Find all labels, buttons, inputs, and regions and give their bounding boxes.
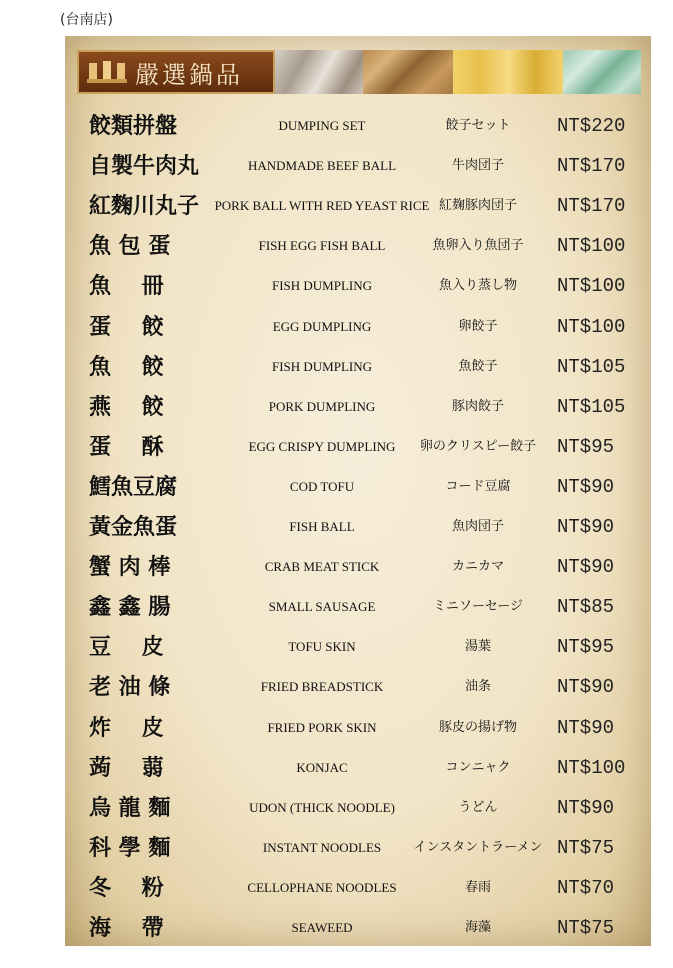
menu-item-japanese-name: 卵餃子 — [458, 318, 498, 334]
menu-item-japanese-name: 牛肉団子 — [451, 158, 504, 174]
menu-item-price: NT$100 — [557, 235, 626, 258]
menu-item-english-name: FISH EGG FISH BALL — [258, 238, 386, 254]
menu-item-row — [65, 186, 651, 226]
menu-item-japanese-name: ミニソーセージ — [433, 599, 523, 615]
menu-item-japanese-name: 魚餃子 — [458, 358, 498, 374]
menu-item-english-name: FRIED BREADSTICK — [260, 679, 384, 695]
menu-item-price: NT$90 — [557, 556, 615, 579]
menu-item-chinese-name: 老 油 條 — [89, 674, 171, 701]
menu-item-english-name: UDON (THICK NOODLE) — [249, 799, 395, 815]
menu-item-price: NT$90 — [557, 676, 615, 699]
menu-item-chinese-name: 黃金魚蛋 — [89, 514, 178, 540]
menu-item-row — [65, 507, 651, 547]
menu-item-row — [65, 627, 651, 667]
menu-item-chinese-name: 魚 冊 — [89, 273, 164, 300]
menu-item-chinese-name: 海 帶 — [89, 915, 164, 941]
menu-item-row — [65, 307, 651, 347]
menu-item-chinese-name: 鱈魚豆腐 — [89, 473, 178, 500]
menu-item-price: NT$95 — [557, 435, 615, 458]
banner-title-box — [77, 50, 275, 94]
menu-item-english-name: CELLOPHANE NOODLES — [247, 879, 397, 895]
menu-item-price: NT$90 — [557, 475, 615, 498]
fish-balls-photo — [275, 50, 363, 94]
menu-item-japanese-name: インスタントラーメン — [413, 839, 543, 855]
menu-item-row — [65, 427, 651, 467]
menu-item-chinese-name: 紅麴川丸子 — [89, 193, 200, 220]
menu-item-japanese-name: コード豆腐 — [445, 478, 511, 494]
menu-item-japanese-name: 魚肉団子 — [451, 519, 504, 534]
menu-item-price: NT$170 — [557, 195, 626, 218]
store-label: (台南店) — [60, 12, 113, 28]
menu-item-english-name: FISH DUMPLING — [271, 278, 373, 294]
menu-item-price: NT$75 — [557, 917, 615, 939]
menu-item-price: NT$90 — [557, 796, 615, 819]
menu-item-chinese-name: 蟹 肉 棒 — [89, 554, 171, 581]
menu-item-english-name: CRAB MEAT STICK — [264, 559, 380, 575]
menu-item-english-name: COD TOFU — [289, 478, 355, 494]
hotpot-logo-icon — [85, 57, 129, 87]
menu-item-row — [65, 266, 651, 306]
menu-item-price: NT$70 — [557, 876, 615, 899]
menu-item-chinese-name: 餃類拼盤 — [89, 113, 178, 139]
menu-item-chinese-name: 炸 皮 — [89, 714, 164, 741]
menu-item-japanese-name: 卵のクリスピー餃子 — [419, 438, 537, 454]
menu-item-price: NT$95 — [557, 636, 615, 659]
menu-item-japanese-name: 海藻 — [464, 920, 491, 935]
menu-item-price: NT$105 — [557, 355, 626, 378]
menu-item-japanese-name: 湯葉 — [464, 639, 491, 655]
menu-item-japanese-name: 豚皮の揚げ物 — [438, 719, 517, 735]
menu-item-japanese-name: 魚卵入り魚団子 — [432, 238, 524, 254]
menu-item-row — [65, 868, 651, 908]
menu-item-row — [65, 908, 651, 946]
menu-item-english-name: SMALL SAUSAGE — [268, 599, 376, 615]
menu-item-price: NT$90 — [557, 516, 615, 538]
menu-item-chinese-name: 魚 包 蛋 — [89, 233, 171, 260]
menu-item-row — [65, 226, 651, 266]
menu-item-row — [65, 587, 651, 627]
menu-item-english-name: TOFU SKIN — [288, 639, 356, 655]
menu-item-english-name: FISH BALL — [289, 519, 355, 534]
menu-item-row — [65, 387, 651, 427]
menu-item-row — [65, 106, 651, 146]
menu-item-chinese-name: 蒟 蒻 — [89, 754, 164, 781]
menu-item-chinese-name: 烏 龍 麵 — [89, 794, 171, 821]
menu-item-english-name: EGG DUMPLING — [272, 318, 372, 334]
menu-item-row — [65, 748, 651, 788]
menu-item-japanese-name: 春雨 — [464, 879, 491, 895]
menu-item-chinese-name: 豆 皮 — [89, 634, 164, 661]
menu-item-price: NT$100 — [557, 756, 626, 779]
menu-item-japanese-name: 豚肉餃子 — [451, 398, 504, 414]
menu-item-row — [65, 467, 651, 507]
menu-item-price: NT$90 — [557, 716, 615, 739]
menu-item-chinese-name: 科 學 麵 — [89, 834, 171, 861]
tofu-skin-photo — [453, 50, 563, 94]
menu-item-english-name: FISH DUMPLING — [271, 358, 373, 374]
menu-item-row — [65, 347, 651, 387]
menu-item-row — [65, 146, 651, 186]
menu-item-japanese-name: うどん — [458, 799, 498, 815]
menu-item-price: NT$75 — [557, 836, 615, 859]
menu-item-chinese-name: 自製牛肉丸 — [89, 153, 200, 180]
menu-item-japanese-name: コンニャク — [445, 759, 511, 775]
menu-item-row — [65, 788, 651, 828]
menu-board — [65, 36, 651, 946]
vegetable-photo — [563, 50, 641, 94]
menu-item-price: NT$100 — [557, 275, 626, 298]
menu-item-english-name: FRIED PORK SKIN — [267, 719, 377, 735]
menu-item-chinese-name: 冬 粉 — [89, 874, 164, 901]
menu-item-japanese-name: 魚入り蒸し物 — [438, 278, 517, 294]
menu-item-price: NT$105 — [557, 395, 626, 418]
menu-item-english-name: EGG CRISPY DUMPLING — [248, 438, 396, 454]
menu-item-english-name: HANDMADE BEEF BALL — [247, 158, 397, 174]
menu-item-japanese-name: 餃子セット — [445, 118, 511, 133]
menu-item-english-name: INSTANT NOODLES — [262, 839, 382, 855]
fried-tofu-photo — [363, 50, 453, 94]
menu-item-english-name: PORK BALL WITH RED YEAST RICE — [214, 198, 430, 214]
menu-item-english-name: KONJAC — [296, 759, 348, 775]
menu-item-japanese-name: 紅麹豚肉団子 — [438, 198, 517, 214]
menu-item-price: NT$100 — [557, 315, 626, 338]
menu-item-japanese-name: 油条 — [464, 679, 491, 695]
menu-item-row — [65, 667, 651, 707]
menu-item-chinese-name: 鑫 鑫 腸 — [89, 594, 171, 621]
menu-item-english-name: PORK DUMPLING — [268, 398, 376, 414]
menu-item-japanese-name: カニカマ — [451, 559, 504, 575]
menu-item-row — [65, 708, 651, 748]
menu-item-chinese-name: 蛋 酥 — [89, 433, 164, 460]
menu-item-chinese-name: 燕 餃 — [89, 393, 164, 420]
menu-banner — [77, 50, 641, 94]
menu-item-chinese-name: 魚 餃 — [89, 353, 164, 380]
menu-title: 嚴選鍋品 — [135, 60, 243, 89]
menu-item-english-name: SEAWEED — [291, 920, 353, 935]
menu-item-price: NT$220 — [557, 115, 626, 137]
menu-item-row — [65, 547, 651, 587]
menu-item-price: NT$85 — [557, 596, 615, 619]
menu-item-chinese-name: 蛋 餃 — [89, 313, 164, 340]
menu-item-row — [65, 828, 651, 868]
menu-item-price: NT$170 — [557, 155, 626, 178]
menu-item-english-name: DUMPING SET — [278, 118, 366, 133]
